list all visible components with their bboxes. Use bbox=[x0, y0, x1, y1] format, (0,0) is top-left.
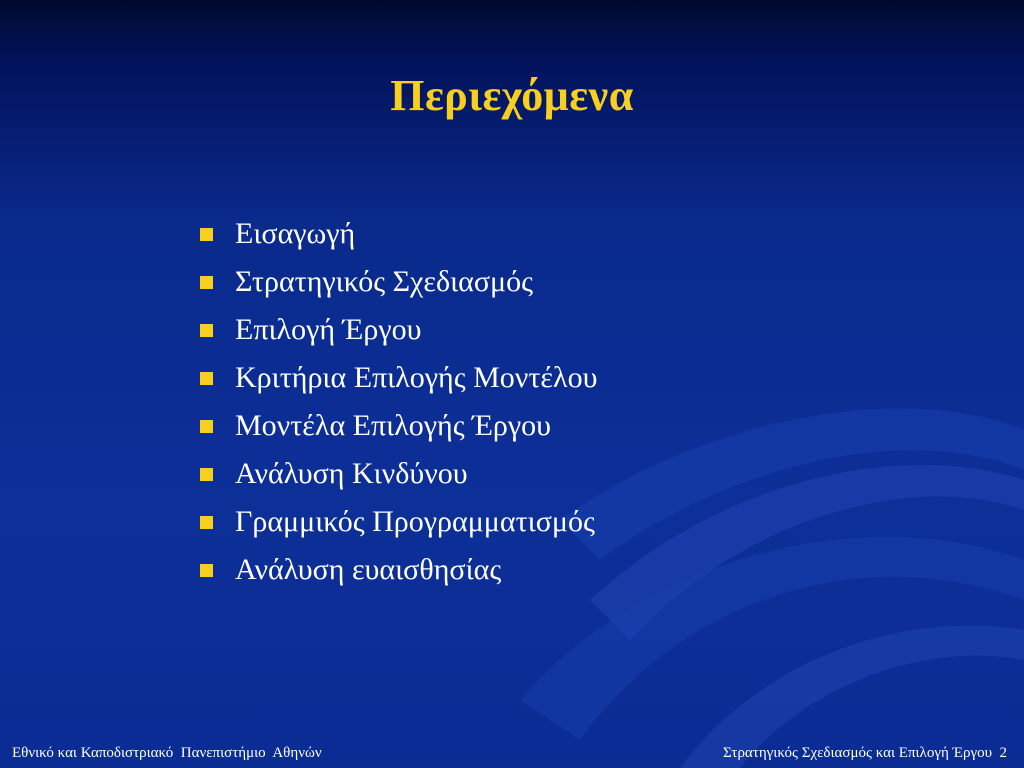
bullet-text: Γραμμικός Προγραμματισμός bbox=[235, 505, 595, 538]
bullet-item-risk-analysis bbox=[198, 452, 597, 500]
bullet-item-model-criteria bbox=[198, 356, 597, 404]
footer-course-name: Στρατηγικός Σχεδιασμός και Επιλογή Έργου bbox=[722, 745, 992, 761]
square-bullet-icon bbox=[200, 228, 213, 241]
contents-bullet-list bbox=[198, 212, 597, 596]
bullet-text: Ανάλυση ευαισθησίας bbox=[235, 553, 502, 586]
bullet-item-strategic-planning bbox=[198, 260, 597, 308]
bullet-text: Εισαγωγή bbox=[235, 217, 356, 250]
square-bullet-icon bbox=[200, 420, 213, 433]
slide-title: Περιεχόμενα bbox=[390, 71, 634, 120]
bullet-text: Κριτήρια Επιλογής Μοντέλου bbox=[235, 361, 598, 394]
bullet-text: Επιλογή Έργου bbox=[235, 313, 422, 346]
square-bullet-icon bbox=[200, 372, 213, 385]
bullet-text: Μοντέλα Επιλογής Έργου bbox=[235, 409, 551, 442]
bullet-item-project-selection bbox=[198, 308, 597, 356]
bullet-text: Ανάλυση Κινδύνου bbox=[235, 457, 468, 490]
square-bullet-icon bbox=[200, 276, 213, 289]
square-bullet-icon bbox=[200, 516, 213, 529]
square-bullet-icon bbox=[200, 564, 213, 577]
footer-university: Εθνικό και Καποδιστριακό Πανεπιστήμιο Αθηνών bbox=[12, 745, 322, 761]
square-bullet-icon bbox=[200, 468, 213, 481]
page-number: 2 bbox=[999, 745, 1007, 761]
bullet-item-introduction bbox=[198, 212, 597, 260]
bullet-item-linear-programming bbox=[198, 500, 597, 548]
square-bullet-icon bbox=[200, 324, 213, 337]
footer-course-title bbox=[723, 743, 1007, 763]
bullet-item-sensitivity-analysis bbox=[198, 548, 597, 596]
bullet-text: Στρατηγικός Σχεδιασμός bbox=[235, 265, 534, 298]
bullet-item-selection-models bbox=[198, 404, 597, 452]
